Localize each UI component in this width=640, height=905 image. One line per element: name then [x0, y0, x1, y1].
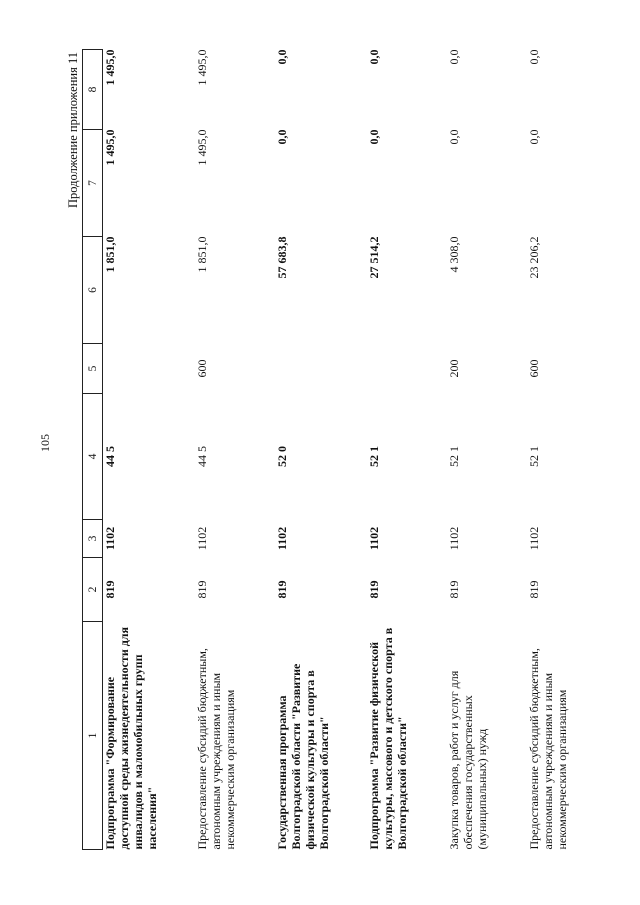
table-row [447, 50, 527, 850]
rotated-sheet [62, 50, 602, 850]
cell-amount-1: 1 851,0 [194, 236, 209, 273]
cell-amount-1: 4 308,0 [446, 236, 461, 273]
column-header-5: 5 [83, 344, 103, 394]
cell-section: 1102 [446, 526, 461, 551]
cell-amount-3: 1 495,0 [103, 49, 117, 86]
cell-amount-2: 0,0 [366, 129, 381, 145]
page-number: 105 [38, 434, 52, 452]
appendix-note: Продолжение приложения 11 [66, 52, 80, 209]
cell-target: 52 0 [274, 446, 289, 467]
cell-amount-1: 23 206,2 [526, 236, 541, 279]
table-row [275, 50, 367, 850]
cell-amount-3: 1 495,0 [194, 49, 209, 86]
row-name: Государственная программа Волгоградской области "Развитие физической культуры и спорта в Волгоградской области" [274, 663, 331, 850]
cell-amount-3: 0,0 [446, 49, 461, 65]
column-header-2: 2 [83, 558, 103, 622]
cell-expense-type: 600 [194, 359, 209, 378]
row-name: Закупка товаров, работ и услуг для обеспечения государственных (муниципальных) нужд [446, 670, 489, 850]
cell-code: 819 [274, 580, 289, 599]
cell-expense-type: 600 [526, 359, 541, 378]
cell-code: 819 [366, 580, 381, 599]
column-header-8: 8 [83, 50, 103, 130]
row-name: Предоставление субсидий бюджетным, автономным учреждениям и иным некоммерческим организациям [526, 648, 569, 850]
cell-target: 44 5 [103, 446, 117, 467]
row-name: Подпрограмма "Развитие физической культуры, массового и детского спорта в Волгоградской области" [366, 627, 409, 850]
cell-section: 1102 [103, 526, 117, 551]
column-number-row [83, 50, 103, 850]
cell-section: 1102 [274, 526, 289, 551]
cell-amount-2: 0,0 [446, 129, 461, 145]
cell-expense-type [275, 344, 367, 394]
cell-section: 1102 [366, 526, 381, 551]
table-row [527, 50, 607, 850]
cell-amount-2: 1 495,0 [194, 129, 209, 166]
column-header-4: 4 [83, 394, 103, 520]
column-header-7: 7 [83, 130, 103, 237]
cell-target: 52 1 [446, 446, 461, 467]
cell-amount-2: 0,0 [274, 129, 289, 145]
column-header-3: 3 [83, 520, 103, 558]
cell-section: 1102 [194, 526, 209, 551]
cell-amount-1: 57 683,8 [274, 236, 289, 279]
table-row [367, 50, 447, 850]
cell-target: 44 5 [194, 446, 209, 467]
column-header-1: 1 [83, 622, 103, 850]
table-row [195, 50, 275, 850]
cell-amount-1: 1 851,0 [103, 236, 117, 273]
cell-expense-type [103, 344, 195, 394]
cell-code: 819 [194, 580, 209, 599]
budget-table [82, 49, 607, 850]
column-header-6: 6 [83, 237, 103, 344]
cell-code: 819 [526, 580, 541, 599]
cell-amount-3: 0,0 [366, 49, 381, 65]
cell-amount-1: 27 514,2 [366, 236, 381, 279]
cell-target: 52 1 [366, 446, 381, 467]
table-row [103, 50, 195, 850]
cell-target: 52 1 [526, 446, 541, 467]
cell-amount-3: 0,0 [526, 49, 541, 65]
cell-expense-type: 200 [446, 359, 461, 378]
cell-amount-2: 0,0 [526, 129, 541, 145]
row-name: Подпрограмма "Формирование доступной среды жизнедеятельности для инвалидов и маломобильных групп населения" [103, 626, 159, 850]
cell-section: 1102 [526, 526, 541, 551]
cell-amount-2: 1 495,0 [103, 129, 117, 166]
cell-expense-type [367, 344, 447, 394]
cell-amount-3: 0,0 [274, 49, 289, 65]
cell-code: 819 [103, 580, 117, 599]
row-name: Предоставление субсидий бюджетным, автономным учреждениям и иным некоммерческим организациям [194, 648, 237, 850]
cell-code: 819 [446, 580, 461, 599]
